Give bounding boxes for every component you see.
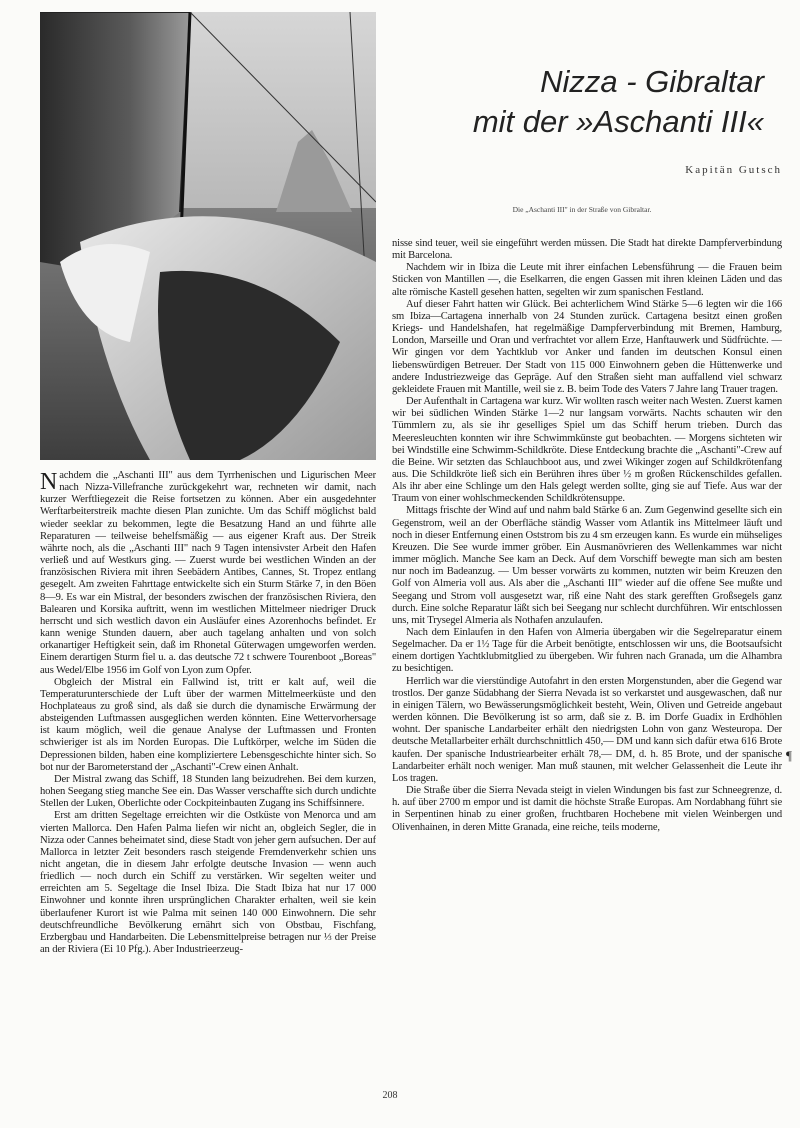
paragraph: Der Aufenthalt in Cartagena war kurz. Wir wollten rasch weiter nach Westen. Zuerst kamen wir bei südlichen Winden Stärke 1—2 nur langsam vorwärts. Nachts schauten wir den Tümmlern zu, als sie ihr geselliges Spiel um das Schiff herum trieben. Durch das Meeresleuchten konnten wir ihre Schwimmkünste gut beobachten. — Morgens sichteten wir bei Windstille eine Schwimm-Schildkröte. Diese Entdeckung brachte die „Aschanti"-Crew auf die Beine. Wir setzten das Schlauchboot aus, und zwei Wikinger zogen auf Schildkrötenfang aus. Die Schildkröte ließ sich ein Berühren ihres über ½ m großen Rückenschildes gefallen. Als ihr aber eine Schlinge um den Hals gelegt werden sollte, ging sie auf Tiefe. Aus war der Traum von einer wohlschmeckenden Schildkrötensuppe. — [392, 396, 782, 505]
drop-cap: N — [40, 470, 58, 495]
paragraph: Herrlich war die vierstündige Autofahrt in den ersten Morgenstunden, aber die Gegend war trostlos. Der ganze Südabhang der Sierra Nevada ist so verkarstet und ausgewaschen, daß nur in einigen Tälern, wo Bewässerungsmöglichkeit besteht, Wein, Oliven und Getreide angebaut werden können. Die Bevölkerung ist so arm, daß sie z. B. im Dorfe Guadix in Erdhöhlen wohnt. Der spanische Landarbeiter erhält den niedrigsten Lohn von ganz Westeuropa. Der deutsche Metallarbeiter erhält durchschnittlich 450,— DM und kann sich dafür etwa 616 Brote kaufen. Der spanische Industriearbeiter erhält 78,— DM, d. h. 85 Brote, und der spanische Landarbeiter erhält noch weniger. Man muß staunen, mit welcher Gelassenheit die Leute ihr Los tragen. — [392, 675, 782, 784]
paragraph: Nach dem Einlaufen in den Hafen von Almeria übergaben wir die Segelreparatur einem Segelmacher. Da er 1½ Tage für die Arbeit benötigte, entschlossen wir uns, die Bootsaufsicht einem dortigen Yachtklubmitglied zu übergeben. Wir fuhren nach Granada, um die Alhambra zu besichtigen. — [392, 627, 782, 675]
title-line-1: Nizza - Gibraltar — [540, 64, 764, 99]
paragraph: Der Mistral zwang das Schiff, 18 Stunden lang beizudrehen. Bei dem kurzen, hohen Seegang stieg manche See ein. Das Wasser verschaffte sich durch undichte Stellen der Luken, Oberlichte oder Cockpiteinbauten Zugang ins Schiffsinnere. — [40, 773, 376, 810]
paragraph — [40, 470, 376, 677]
article-title — [392, 62, 764, 142]
page-number: 208 — [382, 1090, 398, 1101]
sailing-photo — [40, 12, 376, 460]
paragraph: Obgleich der Mistral ein Fallwind ist, tritt er kalt auf, weil die Temperaturunterschiede der Luft über der warmen Mittelmeerküste und den Hochplateaus zu groß sind, als daß sie durch die dynamische Erwärmung der absteigenden Luftmassen ausgeglichen werden könnten. Eine Wettervorhersage ist kaum möglich, weil die genaue Analyse der Luftmassen und Fronten schwieriger ist als im Norden Europas. Die Luftkörper, welche im Süden die Depressionen bilden, haben eine kompliziertere Lebensgeschichte hinter sich. So bot nur der Barometerstand der „Aschanti"-Crew einen Anhalt. — [40, 676, 376, 773]
left-column — [40, 470, 376, 1086]
author-byline: Kapitän Gutsch — [685, 164, 782, 176]
paragraph: Auf dieser Fahrt hatten wir Glück. Bei achterlichem Wind Stärke 5—6 legten wir die 166 sm Ibiza—Cartagena innerhalb von 24 Stunden zurück. Cartagena besitzt einen großen Kriegs- und Handelshafen, hat regelmäßige Dampferverbindung mit Bremen, Hamburg, London, Marseille und Oran und verfrachtet vor allem Erze, Hanftauwerk und Südfrüchte. — Wir gingen vor dem Yachtklub vor Anker und fanden im deutschen Konsul einen liebenswürdigen Betreuer. Der Stadt von 115 000 Einwohnern geben die Hüttenwerke und andere Industriezweige das Gepräge. Auf den Straßen sieht man auffallend viel schwarz gekleidete Frauen mit Mantille, weil sie z. B. beim Tode des Vaters 7 Jahre lang Trauer tragen. — [392, 298, 782, 395]
paragraph: Erst am dritten Segeltage erreichten wir die Ostküste von Menorca und am vierten Mallorca. Den Hafen Palma liefen wir nicht an, obgleich Segler, die in Nizza oder Cannes beheimatet sind, diese Stadt von jeher gern aufsuchen. Der auf Mallorca in letzter Zeit besonders rasch steigende Fremdenverkehr schien uns nicht angetan, die in diesem Jahr erfolgte deutsche Invasion — wenn auch friedlich — noch durch ein Schiff zu verstärken. Wir segelten weiter und erreichten am 5. Segeltage die Insel Ibiza. Die Stadt Ibiza hat nur 17 000 Einwohner und konnte ihren ursprünglichen Charakter erhalten, weil sie kein überlaufener Kurort ist wie Palma mit seinen 140 000 Einwohnern. Die sehr deutschfreundliche Bevölkerung ernährt sich von Obstbau, Fischfang, Erzbergbau und Handarbeiten. Die Lebensmittelpreise betragen nur ⅓ der Preise an der Riviera (Ei 10 Pfg.). Aber Industrieerzeug- — [40, 810, 376, 956]
right-column — [392, 238, 782, 1092]
paragraph: Die Straße über die Sierra Nevada steigt in vielen Windungen bis fast zur Schneegrenze, d. h. auf über 2700 m empor und ist damit die höchste Straße Europas. Am Nordabhang führt sie in Serpentinen hinab zu einer großen, fruchtbaren Hochebene mit vielen Weinbergen und Olivenhainen, in deren Mitte Granada, eine reiche, teils moderne, — [392, 785, 782, 833]
paragraph: Mittags frischte der Wind auf und nahm bald Stärke 6 an. Zum Gegenwind gesellte sich ein Gegenstrom, weil an der Oberfläche ständig Wasser vom Atlantik ins Mittelmeer läuft und noch in dieser Entfernung einen Oststrom bis zu 4 sm erzeugen kann. Es wurde ein mühseliges Kreuzen. Die See wurde immer gröber. Ein Ausmanövrieren des Wellenkammes war nicht immer möglich. Manche See kam an Deck. Auf dem Vorschiff bewegte man sich am besten nur noch im Badeanzug. — Um besser vorwärts zu kommen, nutzten wir beim Kreuzen den Golf von Almeria voll aus. Als aber die „Aschanti III" wieder auf die offene See mußte und Seegang und Strom voll ausgesetzt war, riß eine Naht des stark gerefften Großsegels ganz durch. Eine solche Reparatur läßt sich bei Seegang nur schlecht durchführen. Wir entschlossen uns, mit Trysegel Almeria als Nothafen anzulaufen. — [392, 505, 782, 626]
paragraph-text: achdem die „Aschanti III" aus dem Tyrrhenischen und Ligurischen Meer nach Nizza-Villefranche zurückgekehrt war, rechneten wir damit, nach kurzer Werftliegezeit die Reise fortsetzen zu können. Aber ein ausgedehnter Werftarbeiterstreik machte diesen Plan zunichte. Um das Schiff möglichst bald wieder seeklar zu bekommen, legte die Besatzung Hand an und führte alle Reparaturen — teilweise behelfsmäßig — aus eigener Kraft aus. Der Streik währte noch, als die „Aschanti III" nach 9 Tagen intensivster Arbeit den Hafen verließ und auf Westkurs ging. — Zuerst wurde bei westlichen Winden an der französischen Riviera mit ihren Seebädern Antibes, Cannes, St. Tropez entlang gesegelt. Am zweiten Fahrttage entwickelte sich ein Sturm Stärke 7, in den Böen 8—9. Es war ein Mistral, der besonders zwischen der französischen Riviera, den Balearen und Korsika auftritt, wenn im westlichen Mittelmeer niedriger Druck herrscht und sich westlich davon ein Ausläufer eines Azorenhochs befindet. Er kann wenige Stunden dauern, aber auch tagelang anhalten und von solch orkanartiger Heftigkeit sein, daß im Rhonetal Güterwagen umgeworfen werden. Einem derartigen Sturm fiel u. a. das deutsche 72 t schwere Tourenboot „Boreas" aus Wedel/Elbe 1956 im Golf von Lyon zum Opfer. — [40, 470, 376, 676]
paragraph: nisse sind teuer, weil sie eingeführt werden müssen. Die Stadt hat direkte Dampferverbindung mit Barcelona. — [392, 238, 782, 262]
photo-caption: Die „Aschanti III" in der Straße von Gibraltar. — [512, 205, 652, 214]
margin-mark: ¶ — [786, 748, 792, 763]
title-line-2: mit der »Aschanti III« — [472, 104, 764, 139]
paragraph: Nachdem wir in Ibiza die Leute mit ihrer einfachen Lebensführung — die Frauen beim Sticken von Mantillen —, die Eselkarren, die engen Gassen mit ihren kleinen Läden und das alte römische Kastell gesehen hatten, segelten wir zum spanischen Festland. — [392, 262, 782, 298]
yacht-deck-illustration — [40, 12, 376, 460]
